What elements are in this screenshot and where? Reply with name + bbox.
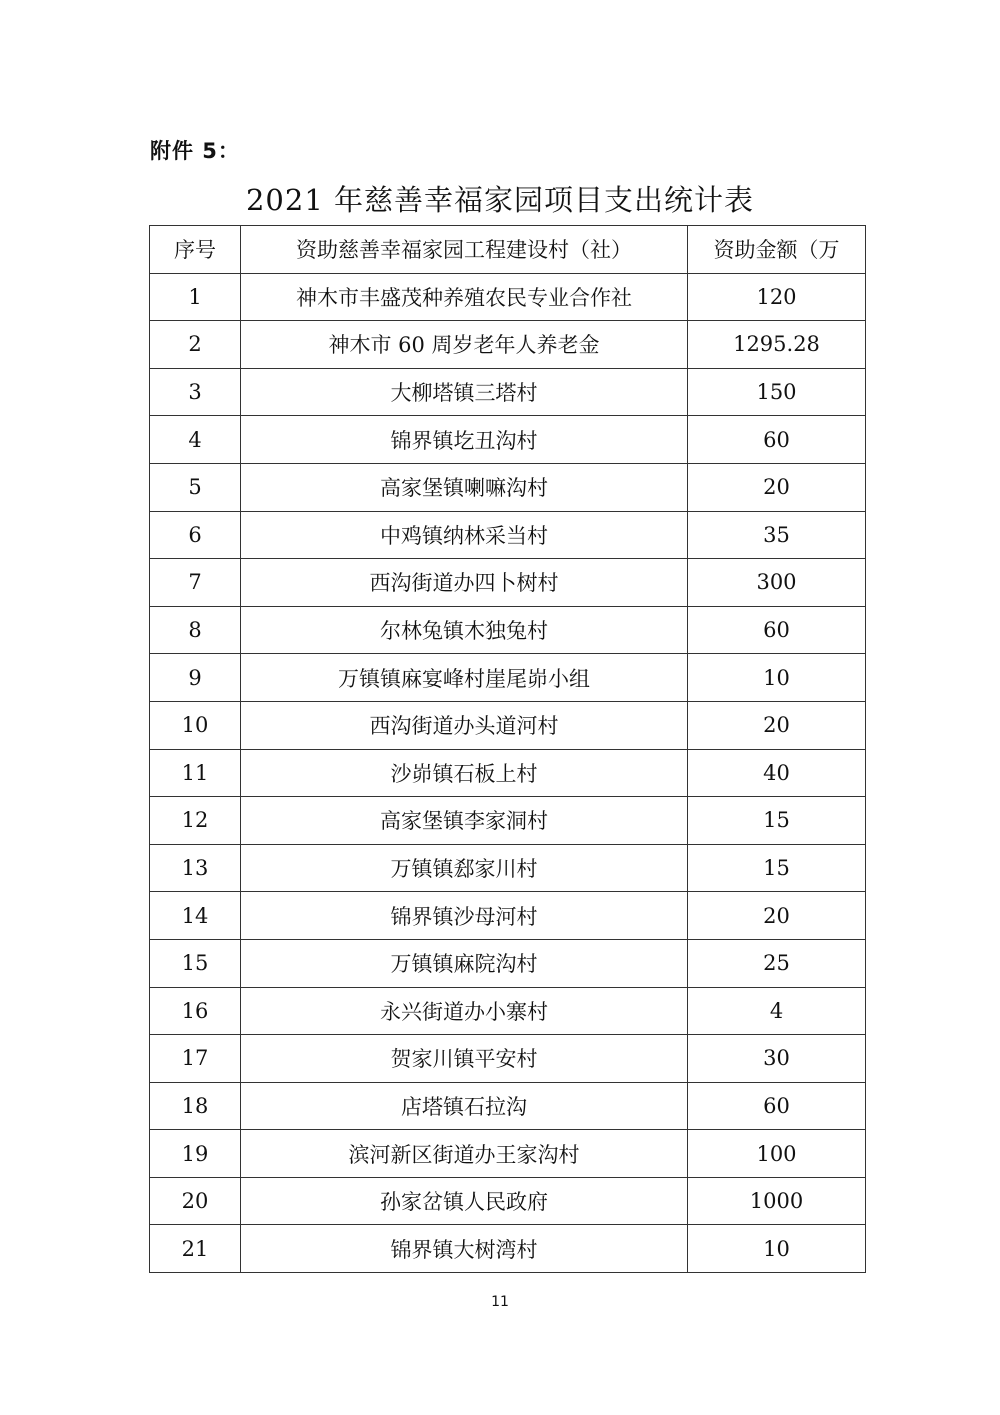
row-amount: 20 — [688, 463, 866, 511]
table-row — [150, 844, 866, 892]
row-village: 高家堡镇喇嘛沟村 — [241, 463, 688, 511]
table-row — [150, 1130, 866, 1178]
row-index: 17 — [150, 1035, 241, 1083]
row-amount: 4 — [688, 987, 866, 1035]
row-index: 16 — [150, 987, 241, 1035]
row-village: 中鸡镇纳林采当村 — [241, 511, 688, 559]
table-row — [150, 1177, 866, 1225]
row-amount: 150 — [688, 368, 866, 416]
row-index: 19 — [150, 1130, 241, 1178]
table-row — [150, 797, 866, 845]
row-index: 5 — [150, 463, 241, 511]
row-village: 锦界镇圪丑沟村 — [241, 416, 688, 464]
row-amount: 15 — [688, 797, 866, 845]
row-index: 6 — [150, 511, 241, 559]
row-village: 万镇镇郄家川村 — [241, 844, 688, 892]
table-row — [150, 368, 866, 416]
row-index: 10 — [150, 701, 241, 749]
table-row — [150, 1035, 866, 1083]
row-village: 沙峁镇石板上村 — [241, 749, 688, 797]
table-row — [150, 463, 866, 511]
table-row — [150, 559, 866, 607]
table-row — [150, 273, 866, 321]
row-village: 贺家川镇平安村 — [241, 1035, 688, 1083]
row-index: 21 — [150, 1225, 241, 1273]
header-index: 序号 — [150, 226, 241, 274]
row-village: 神木市丰盛茂种养殖农民专业合作社 — [241, 273, 688, 321]
row-index: 9 — [150, 654, 241, 702]
row-index: 8 — [150, 606, 241, 654]
row-index: 14 — [150, 892, 241, 940]
table-row — [150, 654, 866, 702]
row-village: 万镇镇麻宴峰村崖尾峁小组 — [241, 654, 688, 702]
row-amount: 120 — [688, 273, 866, 321]
table-row — [150, 701, 866, 749]
header-village: 资助慈善幸福家园工程建设村（社） — [241, 226, 688, 274]
row-amount: 20 — [688, 701, 866, 749]
row-index: 15 — [150, 939, 241, 987]
row-village: 店塔镇石拉沟 — [241, 1082, 688, 1130]
row-index: 2 — [150, 321, 241, 369]
row-amount: 40 — [688, 749, 866, 797]
row-amount: 1000 — [688, 1177, 866, 1225]
row-village: 西沟街道办四卜树村 — [241, 559, 688, 607]
row-amount: 15 — [688, 844, 866, 892]
row-index: 1 — [150, 273, 241, 321]
header-row — [150, 226, 866, 274]
row-village: 神木市 60 周岁老年人养老金 — [241, 321, 688, 369]
row-index: 3 — [150, 368, 241, 416]
row-village: 锦界镇沙母河村 — [241, 892, 688, 940]
row-amount: 1295.28 — [688, 321, 866, 369]
row-village: 尔林兔镇木独兔村 — [241, 606, 688, 654]
row-amount: 60 — [688, 1082, 866, 1130]
row-village: 滨河新区街道办王家沟村 — [241, 1130, 688, 1178]
row-amount: 300 — [688, 559, 866, 607]
row-amount: 20 — [688, 892, 866, 940]
table-row — [150, 416, 866, 464]
row-index: 12 — [150, 797, 241, 845]
row-amount: 30 — [688, 1035, 866, 1083]
row-village: 永兴街道办小寨村 — [241, 987, 688, 1035]
row-index: 7 — [150, 559, 241, 607]
row-index: 4 — [150, 416, 241, 464]
table-row — [150, 1225, 866, 1273]
attachment-label: 附件 5： — [150, 139, 240, 163]
row-amount: 60 — [688, 606, 866, 654]
row-index: 11 — [150, 749, 241, 797]
row-village: 锦界镇大树湾村 — [241, 1225, 688, 1273]
row-amount: 10 — [688, 654, 866, 702]
row-village: 万镇镇麻院沟村 — [241, 939, 688, 987]
document-title: 2021 年慈善幸福家园项目支出统计表 — [245, 183, 755, 217]
row-index: 20 — [150, 1177, 241, 1225]
table-row — [150, 1082, 866, 1130]
row-index: 18 — [150, 1082, 241, 1130]
expenditure-table — [149, 225, 866, 1273]
row-index: 13 — [150, 844, 241, 892]
table-row — [150, 321, 866, 369]
row-amount: 100 — [688, 1130, 866, 1178]
row-village: 西沟街道办头道河村 — [241, 701, 688, 749]
row-amount: 35 — [688, 511, 866, 559]
row-amount: 10 — [688, 1225, 866, 1273]
page-number: 11 — [491, 1294, 509, 1310]
row-village: 大柳塔镇三塔村 — [241, 368, 688, 416]
table-row — [150, 511, 866, 559]
row-amount: 25 — [688, 939, 866, 987]
table-row — [150, 892, 866, 940]
row-village: 高家堡镇李家洞村 — [241, 797, 688, 845]
table-row — [150, 939, 866, 987]
header-amount: 资助金额（万 — [688, 226, 866, 274]
table-row — [150, 987, 866, 1035]
row-amount: 60 — [688, 416, 866, 464]
table-row — [150, 606, 866, 654]
table-row — [150, 749, 866, 797]
row-village: 孙家岔镇人民政府 — [241, 1177, 688, 1225]
